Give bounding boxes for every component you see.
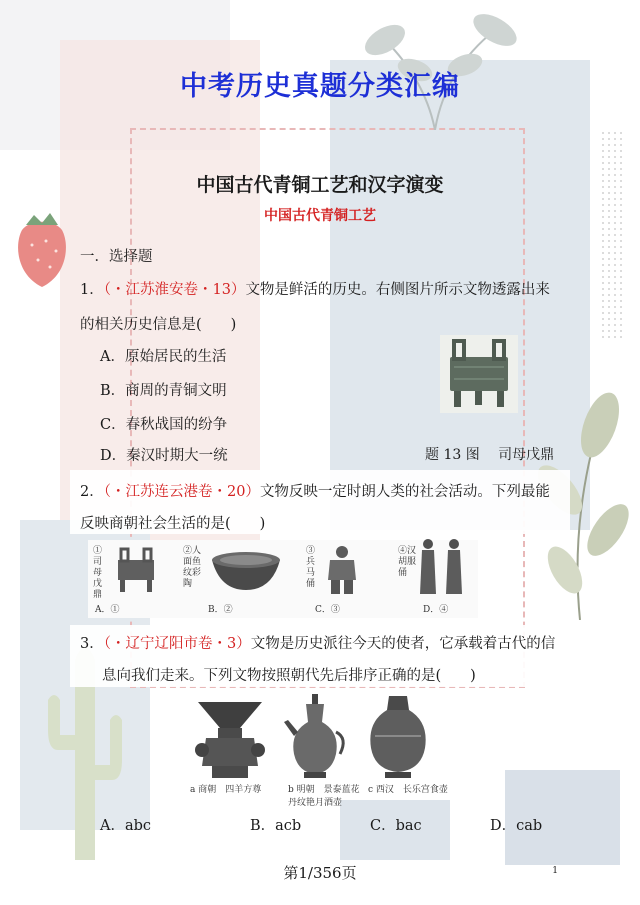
image-option[interactable]: A．①	[95, 605, 120, 615]
image-label: ③兵马俑	[306, 546, 316, 589]
figurine-image	[414, 536, 470, 598]
question-stem: 文物是历史派往今天的使者，它承载着古代的信	[250, 636, 556, 652]
option-a[interactable]: A．abc	[100, 818, 152, 834]
image-label: ④汉 胡服俑	[398, 546, 417, 578]
section-subtitle: 中国古代青铜工艺	[264, 208, 376, 224]
question-source: （・江苏连云港卷・20）	[103, 484, 260, 500]
image-caption: c 西汉 长乐宫食壶	[368, 785, 448, 795]
option-b[interactable]: B．acb	[250, 818, 302, 834]
image-caption: b 明朝 景泰蓝花	[288, 785, 360, 795]
simuwu-ding-image	[440, 335, 518, 413]
image-label: ②人面鱼纹彩陶	[183, 546, 202, 589]
image-caption: 丹纹艳月酒壶	[288, 798, 343, 808]
option-c[interactable]: C．bac	[370, 818, 422, 834]
cloisonne-ewer-image	[282, 692, 348, 780]
question-3-line-2: 息向我们走来。下列文物按照朝代先后排序正确的是( )	[102, 668, 476, 684]
question-stem: 文物是鲜活的历史。右侧图片所示文物透露出来	[245, 282, 550, 298]
question-2-line-1	[80, 480, 550, 501]
question-1-line-2: 的相关历史信息是( )	[80, 317, 237, 333]
question-source: （・江苏淮安卷・13）	[103, 282, 246, 298]
image-caption: 题 13 图 司母戊鼎	[425, 447, 555, 463]
question-source: （・辽宁辽阳市卷・3）	[103, 636, 251, 652]
food-pot-image	[365, 692, 431, 780]
option-a[interactable]: A．原始居民的生活	[100, 349, 227, 365]
image-caption: a 商朝 四羊方尊	[190, 785, 262, 795]
page-number: 1	[552, 866, 558, 876]
four-ram-zun-image	[188, 698, 272, 780]
dot-pattern	[600, 130, 626, 340]
section-title: 中国古代青铜工艺和汉字演变	[196, 174, 444, 196]
question-stem: 文物反映一定时朗人类的社会活动。下列最能	[259, 484, 550, 500]
image-option[interactable]: D．④	[423, 605, 449, 615]
image-option[interactable]: C．③	[315, 605, 340, 615]
question-number: 3．	[80, 636, 104, 652]
question-3-line-1	[80, 632, 555, 653]
option-d[interactable]: D．cab	[490, 818, 543, 834]
page-title: 中考历史真题分类汇编	[180, 71, 460, 102]
image-label: ①司母戊鼎	[93, 546, 103, 600]
question-1-line-1	[80, 278, 550, 299]
question-2-line-2: 反映商朝社会生活的是( )	[80, 516, 266, 532]
image-option[interactable]: B．②	[208, 605, 233, 615]
option-d[interactable]: D．秦汉时期大一统	[100, 448, 228, 464]
option-c[interactable]: C．春秋战国的纷争	[100, 417, 228, 433]
pottery-bowl-image	[208, 546, 284, 594]
question-number: 2．	[80, 484, 104, 500]
option-b[interactable]: B．商周的青铜文明	[100, 383, 227, 399]
part-heading: 一．选择题	[80, 249, 153, 265]
terracotta-warrior-image	[322, 544, 362, 596]
ding-image	[112, 546, 160, 594]
page-indicator: 第1/356页	[283, 864, 357, 882]
question-number: 1．	[80, 282, 104, 298]
